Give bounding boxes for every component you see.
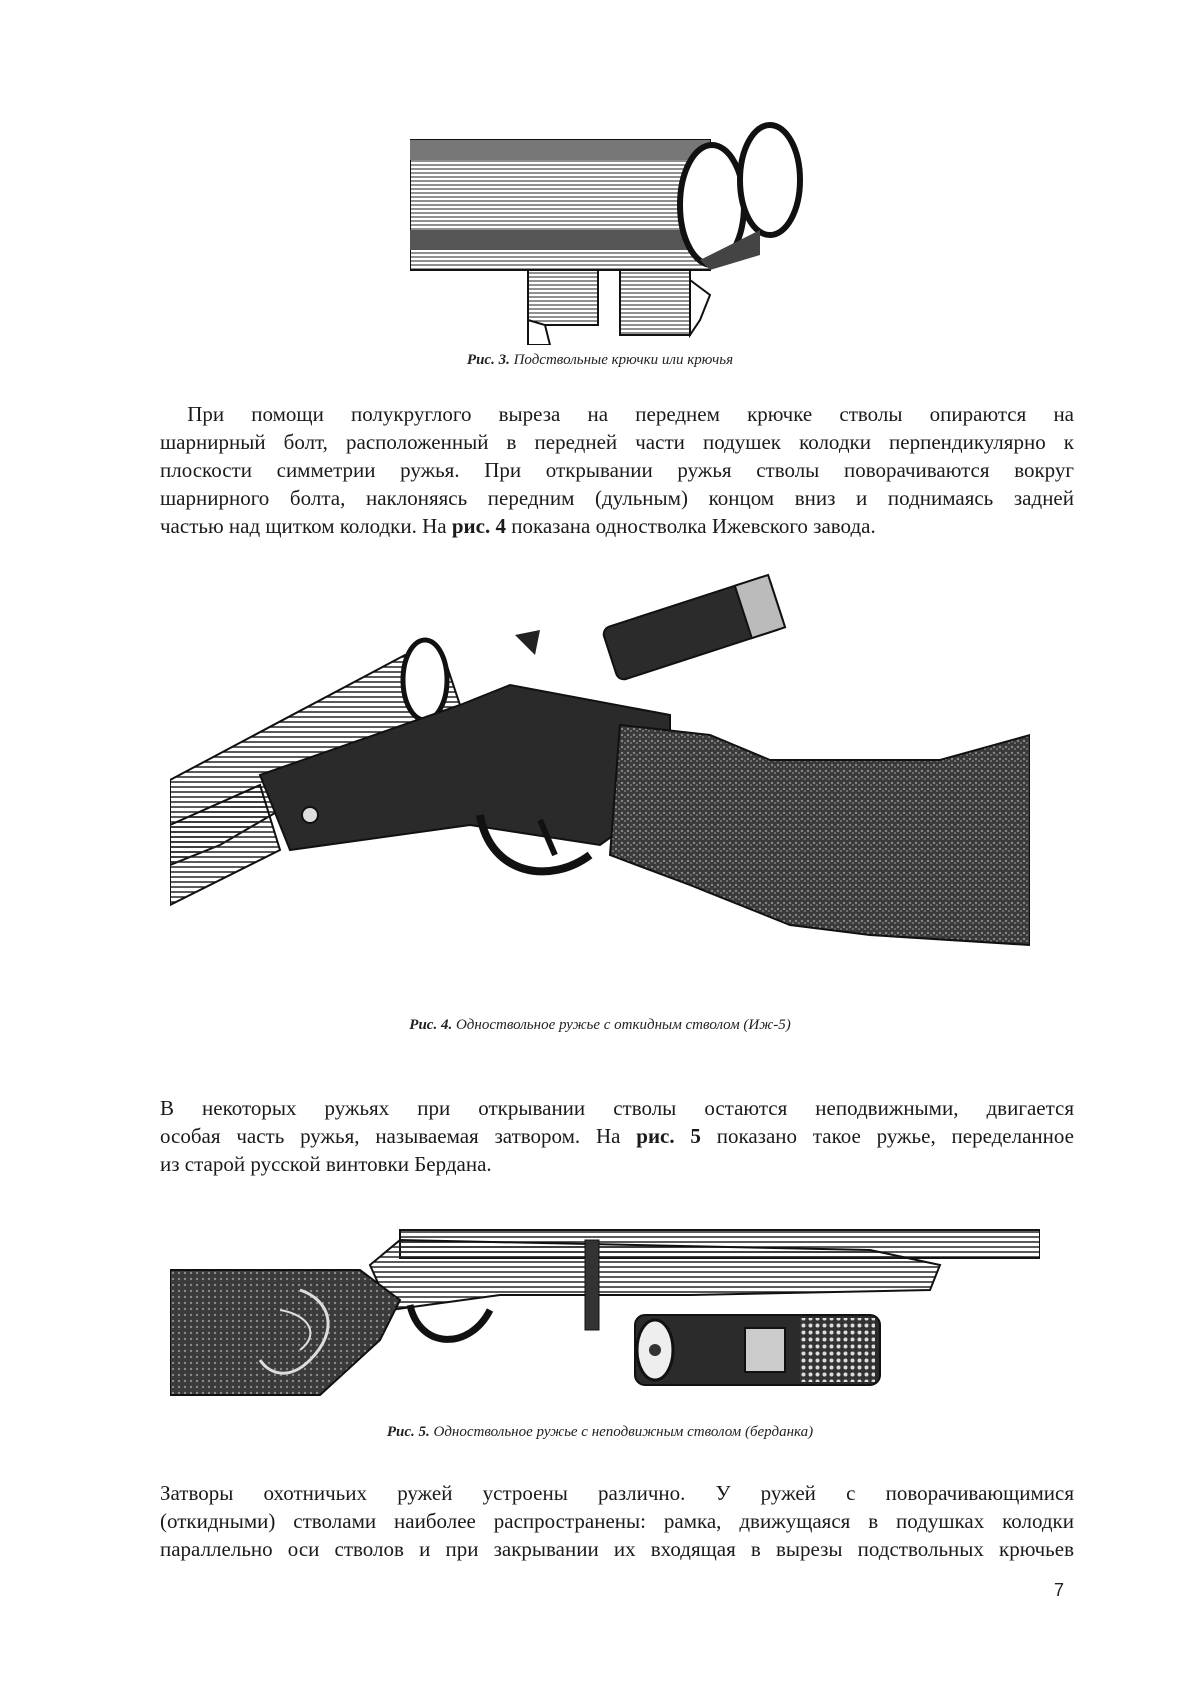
paragraph-2-line-1: В некоторых ружьях при открывании стволы остаются неподвижными, двигается — [160, 1096, 1074, 1120]
page-number: 7 — [1054, 1580, 1065, 1600]
figure-5-reference: рис. 5 — [636, 1124, 701, 1148]
figure-3-illustration — [410, 120, 810, 345]
figure-4-caption — [0, 1017, 1200, 1034]
figure-5-caption-text: Одноствольное ружье с неподвижным стволом (берданка) — [433, 1424, 814, 1440]
figure-5-caption-label: Рис. 5. — [386, 1424, 430, 1440]
paragraph-3-line-1: Затворы охотничьих ружей устроены различно. У ружей с поворачивающимися — [160, 1481, 1074, 1505]
paragraph-1-line-2: шарнирный болт, расположенный в передней части подушек колодки перпендикулярно к — [160, 430, 1074, 454]
paragraph-1-line-5: частью над щитком колодки. На рис. 4 показана одностволка Ижевского завода. — [160, 514, 876, 538]
paragraph-1-line-1: При помощи полукруглого выреза на переднем крючке стволы опираются на — [187, 402, 1075, 426]
figure-4-reference: рис. 4 — [451, 514, 506, 538]
paragraph-1-line-3: плоскости симметрии ружья. При открывании ружья стволы поворачиваются вокруг — [160, 458, 1074, 482]
paragraph-2 — [160, 1094, 1074, 1178]
figure-4-illustration — [170, 565, 1030, 995]
paragraph-1 — [160, 400, 1074, 540]
paragraph-3-line-3: параллельно оси стволов и при закрывании их входящая в вырезы подствольных крючьев — [160, 1537, 1074, 1561]
figure-3-caption — [0, 352, 1200, 369]
figure-5-caption — [0, 1424, 1200, 1441]
figure-5-illustration — [170, 1210, 1040, 1400]
figure-4-caption-text: Одноствольное ружье с откидным стволом (Иж-5) — [455, 1017, 791, 1033]
figure-3-caption-label: Рис. 3. — [466, 352, 510, 368]
paragraph-3-line-2: (откидными) стволами наиболее распространены: рамка, движущаяся в подушках колодки — [160, 1509, 1074, 1533]
paragraph-3 — [160, 1479, 1074, 1563]
paragraph-2-line-2: особая часть ружья, называемая затвором. На рис. 5 показано такое ружье, переделанное — [160, 1124, 1074, 1148]
paragraph-1-line-4: шарнирного болта, наклоняясь передним (дульным) концом вниз и поднимаясь задней — [160, 486, 1074, 510]
paragraph-2-line-3: из старой русской винтовки Бердана. — [160, 1152, 492, 1176]
figure-3-caption-text: Подствольные крючки или крючья — [513, 352, 734, 368]
figure-4-caption-label: Рис. 4. — [409, 1017, 453, 1033]
